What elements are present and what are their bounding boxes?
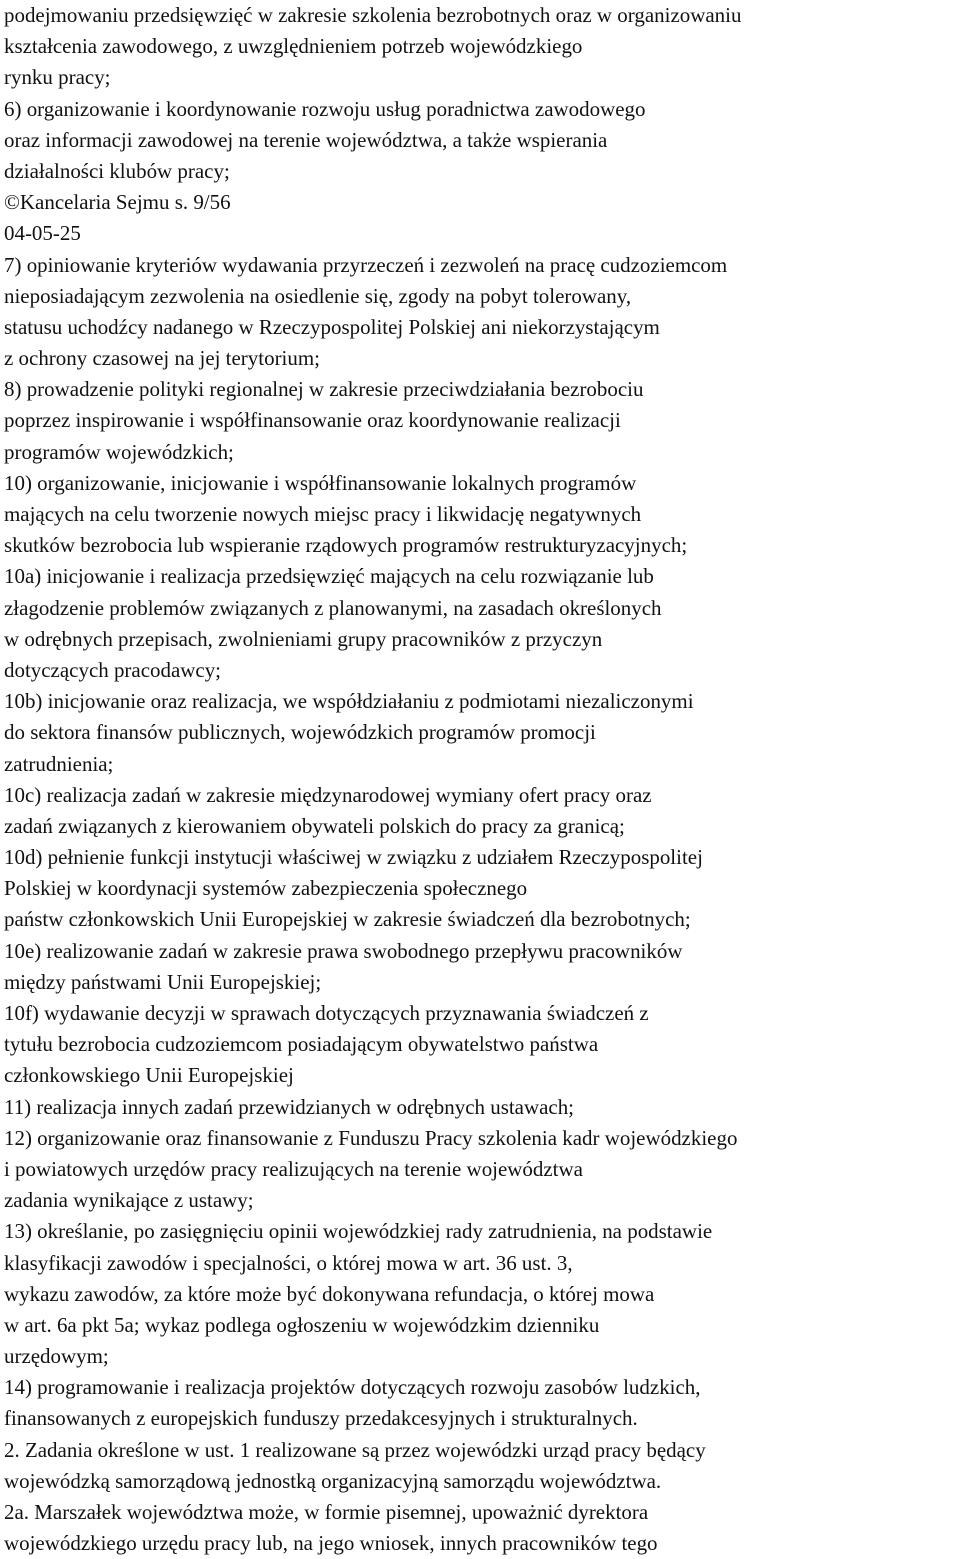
text-line: Polskiej w koordynacji systemów zabezpieczenia społecznego bbox=[4, 876, 528, 901]
text-line: 10) organizowanie, inicjowanie i współfinansowanie lokalnych programów bbox=[4, 470, 637, 495]
text-line: 7) opiniowanie kryteriów wydawania przyrzeczeń i zezwoleń na pracę cudzoziemcom bbox=[4, 252, 728, 277]
text-line: ©Kancelaria Sejmu s. 9/56 bbox=[4, 190, 231, 215]
text-line: 10b) inicjowanie oraz realizacja, we współdziałaniu z podmiotami niezaliczonymi bbox=[4, 689, 694, 714]
text-line: mających na celu tworzenie nowych miejsc pracy i likwidację negatywnych bbox=[4, 502, 642, 526]
text-line: rynku pracy; bbox=[4, 65, 111, 90]
text-line: i powiatowych urzędów pracy realizujących na terenie województwa bbox=[4, 1156, 583, 1181]
text-line: w odrębnych przepisach, zwolnieniami grupy pracowników z przyczyn bbox=[4, 626, 603, 651]
text-line: złagodzenie problemów związanych z planowanymi, na zasadach określonych bbox=[4, 595, 662, 620]
text-line: dotyczących pracodawcy; bbox=[4, 657, 222, 682]
text-line: 10f) wydawanie decyzji w sprawach dotyczących przyznawania świadczeń z bbox=[4, 1001, 649, 1025]
text-line: oraz informacji zawodowej na terenie województwa, a także wspierania bbox=[4, 127, 608, 152]
text-line: wojewódzką samorządową jednostką organizacyjną samorządu województwa. bbox=[4, 1468, 662, 1493]
text-line: działalności klubów pracy; bbox=[4, 158, 230, 183]
text-line: 04-05-25 bbox=[4, 221, 81, 246]
text-line: skutków bezrobocia lub wspieranie rządowych programów restrukturyzacyjnych; bbox=[4, 533, 688, 558]
text-line: 2. Zadania określone w ust. 1 realizowane są przez wojewódzki urząd pracy będący bbox=[4, 1437, 706, 1462]
text-line: 10e) realizowanie zadań w zakresie prawa swobodnego przepływu pracowników bbox=[4, 938, 683, 963]
text-line: 12) organizowanie oraz finansowanie z Funduszu Pracy szkolenia kadr wojewódzkiego bbox=[4, 1125, 738, 1150]
text-line: podejmowaniu przedsięwzięć w zakresie szkolenia bezrobotnych oraz w organizowaniu bbox=[4, 3, 742, 27]
text-line: 10d) pełnienie funkcji instytucji właściwej w związku z udziałem Rzeczypospolitej bbox=[4, 845, 703, 870]
text-line: 2a. Marszałek województwa może, w formie pisemnej, upoważnić dyrektora bbox=[4, 1500, 649, 1524]
text-line: państw członkowskich Unii Europejskiej w zakresie świadczeń dla bezrobotnych; bbox=[4, 907, 691, 932]
text-line: z ochrony czasowej na jej terytorium; bbox=[4, 346, 320, 371]
text-line: tytułu bezrobocia cudzoziemcom posiadającym obywatelstwo państwa bbox=[4, 1032, 599, 1057]
text-line: zadania wynikające z ustawy; bbox=[4, 1188, 254, 1213]
text-line: wojewódzkiego urzędu pracy lub, na jego wniosek, innych pracowników tego bbox=[4, 1531, 658, 1556]
text-line: 11) realizacja innych zadań przewidzianych w odrębnych ustawach; bbox=[4, 1094, 575, 1119]
document-page bbox=[4, 0, 960, 1559]
text-line: 8) prowadzenie polityki regionalnej w zakresie przeciwdziałania bezrobociu bbox=[4, 377, 644, 402]
text-line: programów wojewódzkich; bbox=[4, 439, 234, 464]
text-line: 13) określanie, po zasięgnięciu opinii wojewódzkiej rady zatrudnienia, na podstawie bbox=[4, 1219, 713, 1244]
text-line: zadań związanych z kierowaniem obywateli polskich do pracy za granicą; bbox=[4, 813, 625, 838]
text-line: statusu uchodźcy nadanego w Rzeczypospolitej Polskiej ani niekorzystającym bbox=[4, 314, 660, 339]
text-line: urzędowym; bbox=[4, 1344, 109, 1369]
text-line: wykazu zawodów, za które może być dokonywana refundacja, o której mowa bbox=[4, 1281, 655, 1306]
text-line: w art. 6a pkt 5a; wykaz podlega ogłoszeniu w wojewódzkim dzienniku bbox=[4, 1312, 600, 1337]
text-line: nieposiadającym zezwolenia na osiedlenie się, zgody na pobyt tolerowany, bbox=[4, 283, 632, 308]
text-line: 10c) realizacja zadań w zakresie międzynarodowej wymiany ofert pracy oraz bbox=[4, 782, 652, 807]
text-line: poprzez inspirowanie i współfinansowanie oraz koordynowanie realizacji bbox=[4, 408, 621, 433]
text-line: do sektora finansów publicznych, wojewódzkich programów promocji bbox=[4, 720, 596, 745]
text-line: finansowanych z europejskich funduszy przedakcesyjnych i strukturalnych. bbox=[4, 1406, 638, 1431]
text-line: 6) organizowanie i koordynowanie rozwoju usług poradnictwa zawodowego bbox=[4, 96, 646, 121]
text-line: 14) programowanie i realizacja projektów dotyczących rozwoju zasobów ludzkich, bbox=[4, 1375, 701, 1400]
text-line: między państwami Unii Europejskiej; bbox=[4, 969, 322, 994]
text-line: zatrudnienia; bbox=[4, 751, 114, 776]
text-line: kształcenia zawodowego, z uwzględnieniem potrzeb wojewódzkiego bbox=[4, 34, 583, 59]
text-line: klasyfikacji zawodów i specjalności, o której mowa w art. 36 ust. 3, bbox=[4, 1250, 573, 1275]
text-line: członkowskiego Unii Europejskiej bbox=[4, 1063, 294, 1088]
text-line: 10a) inicjowanie i realizacja przedsięwzięć mających na celu rozwiązanie lub bbox=[4, 564, 654, 589]
